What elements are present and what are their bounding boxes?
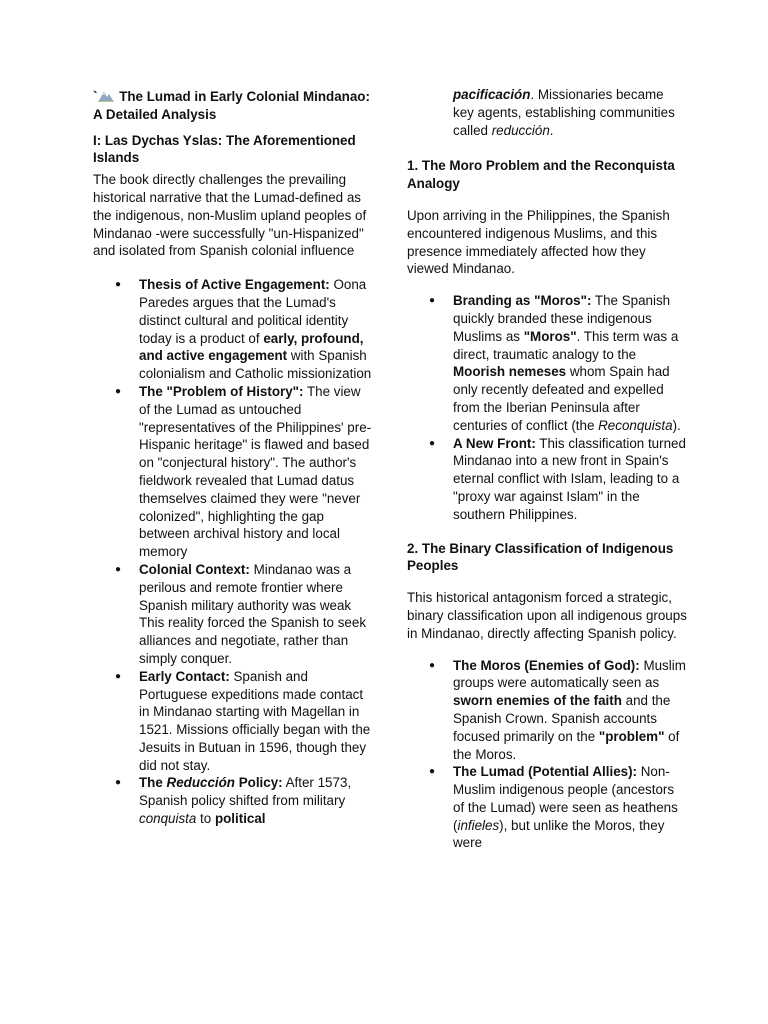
bullet-italic-text: conquista [139, 811, 197, 827]
list-item: ● A New Front: This classification turned Mindanao into a new front in Spain's eternal conflict with Islam, leading to a "proxy war against Islam" in the southern Philippines. [453, 435, 687, 524]
bullet-bold-text: early, profound, and active engagement [139, 330, 364, 364]
title-prefix: ` [93, 89, 98, 104]
left-bullet-list [139, 276, 373, 828]
bullet-text: Mindanao was a perilous and remote frontier where Spanish military authority was weak This reality forced the Spanish to seek alliances and negotiate, rather than simply conquer. [139, 561, 367, 666]
right-bullet-list-1 [453, 292, 687, 523]
bullet-text: Spanish and Portuguese expeditions made contact in Mindanao starting with Magellan in 1521. Missions officially began with the Jesuits in Butuan in 1596, though they did not stay. [139, 668, 371, 773]
list-item [139, 774, 373, 827]
intro-paragraph: The book directly challenges the prevailing historical narrative that the Lumad-defined as the indigenous, non-Muslim upland peoples of Mindanao -were successfully "un-Hispanized" and isolated from Spanish colonial influence [93, 172, 367, 259]
left-column [93, 86, 373, 828]
list-item [139, 561, 373, 668]
section-heading-binary-classification: 2. The Binary Classification of Indigenous Peoples [407, 540, 674, 574]
bullet-text: with Spanish colonialism and Catholic missionization [139, 348, 372, 382]
bullet-text: Oona Paredes argues that the Lumad's distinct cultural and political identity today is a product of [139, 277, 367, 346]
bullet-text: After 1573, Spanish policy shifted from military [139, 775, 352, 809]
bullet-label: Early Contact: [139, 668, 230, 684]
list-item: ● The Lumad (Potential Allies): Non-Muslim indigenous people (ancestors of the Lumad) were seen as heathens (infieles), but unlike the Moros, they were [453, 763, 687, 852]
section-heading: I: Las Dychas Yslas: The Aforementioned Islands [93, 132, 356, 166]
list-item: ● Branding as "Moros": The Spanish quickly branded these indigenous Muslims as "Moros". This term was a direct, traumatic analogy to the Moorish nemeses whom Spain had only recently defeated and expelled from the Iberian Peninsula after centuries of conflict (the Reconquista). [453, 292, 687, 434]
right-column [407, 86, 687, 852]
bullet-label: The "Problem of History": [139, 383, 304, 399]
section-heading-moro-problem: 1. The Moro Problem and the Reconquista Analogy [407, 158, 675, 192]
bullet-label: The Moros (Enemies of God): [453, 657, 640, 673]
document-title [93, 88, 373, 124]
bullet-text: to [196, 811, 215, 827]
title-text: The Lumad in Early Colonial Mindanao: A Detailed Analysis [93, 89, 370, 122]
bullet-text: The view of the Lumad as untouched "representatives of the Philippines' pre-Hispanic heritage" is flawed and based on "conjectural history". The author's fieldwork revealed that Lumad datus themselves claimed they were "never colonized", highlighting the gap between archival history and local memory [139, 383, 372, 560]
list-item: ● The Moros (Enemies of God): Muslim groups were automatically seen as sworn enemies of the faith and the Spanish Crown. Spanish accounts focused primarily on the "problem" of the Moros. [453, 657, 687, 764]
paragraph-moro-problem: Upon arriving in the Philippines, the Spanish encountered indigenous Muslims, and this presence immediately affected how they viewed Mindanao. [407, 207, 670, 277]
bullet-label: The Lumad (Potential Allies): [453, 764, 638, 780]
bullet-label: Thesis of Active Engagement: [139, 277, 330, 293]
bullet-label: Colonial Context: [139, 561, 250, 577]
mountain-icon [98, 90, 114, 102]
bullet-bold-text: political [214, 811, 266, 827]
continued-text: pacificación. Missionaries became key agents, establishing communities called reducción. [453, 87, 675, 138]
list-item [139, 668, 373, 775]
bullet-label: Branding as "Moros": [453, 293, 592, 309]
right-bullet-list-2 [453, 657, 687, 853]
bullet-label: The Reducción Policy: [139, 775, 283, 791]
list-item [139, 383, 373, 561]
list-item [139, 276, 373, 383]
bullet-label: A New Front: [453, 435, 536, 451]
paragraph-binary-classification: This historical antagonism forced a strategic, binary classification upon all indigenous groups in Mindanao, directly affecting Spanish policy. [407, 590, 687, 641]
